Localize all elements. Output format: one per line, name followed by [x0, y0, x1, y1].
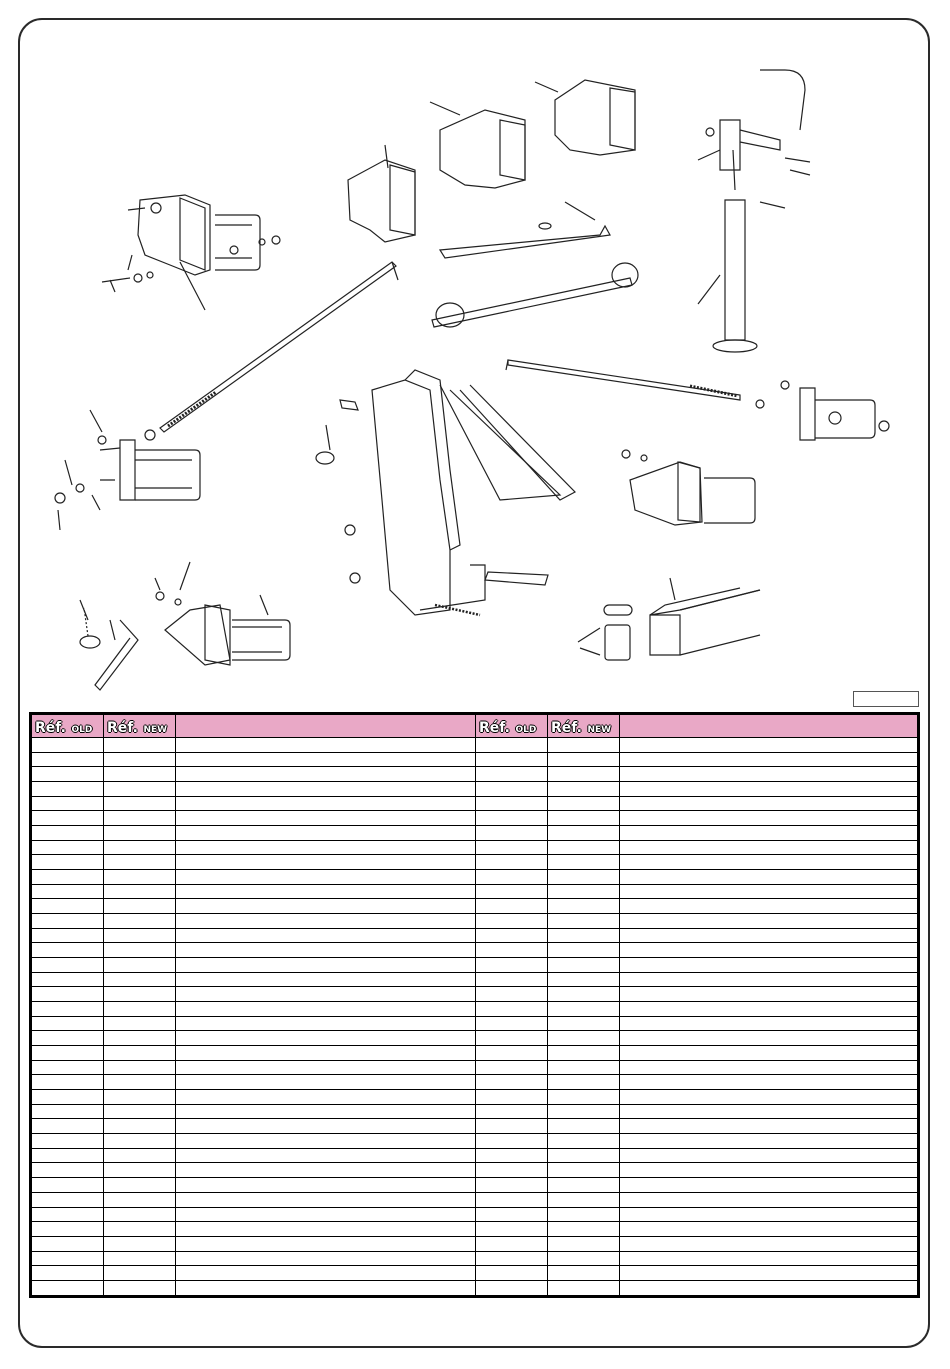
table-cell — [104, 1148, 176, 1163]
table-cell — [32, 1002, 104, 1017]
table-cell — [476, 899, 548, 914]
ubolt-bracket-left — [55, 410, 200, 530]
table-cell — [620, 1090, 918, 1105]
table-cell — [104, 782, 176, 797]
table-cell — [32, 1060, 104, 1075]
table-cell — [32, 855, 104, 870]
table-cell — [620, 1075, 918, 1090]
table-cell — [32, 1266, 104, 1281]
table-cell — [32, 928, 104, 943]
table-cell — [176, 1266, 476, 1281]
table-cell — [176, 1090, 476, 1105]
table-cell — [32, 1148, 104, 1163]
table-cell — [476, 1236, 548, 1251]
table-row — [32, 972, 918, 987]
table-cell — [32, 899, 104, 914]
table-cell — [32, 1075, 104, 1090]
table-cell — [32, 840, 104, 855]
table-cell — [548, 1236, 620, 1251]
table-cell — [548, 811, 620, 826]
table-cell — [548, 1178, 620, 1193]
table-cell — [176, 1163, 476, 1178]
table-row — [32, 1266, 918, 1281]
table-cell — [176, 1134, 476, 1149]
table-row — [32, 1134, 918, 1149]
table-cell — [176, 855, 476, 870]
table-row — [32, 1104, 918, 1119]
table-cell — [548, 972, 620, 987]
table-cell — [176, 1207, 476, 1222]
table-cell — [104, 1075, 176, 1090]
table-cell — [548, 1207, 620, 1222]
table-row — [32, 899, 918, 914]
table-cell — [548, 1148, 620, 1163]
table-cell — [548, 870, 620, 885]
table-cell — [476, 943, 548, 958]
bracket-assembly-bottom-left — [80, 562, 290, 690]
table-cell — [104, 1280, 176, 1295]
table-row — [32, 1119, 918, 1134]
table-cell — [176, 987, 476, 1002]
description-header-2 — [620, 715, 918, 738]
table-cell — [548, 914, 620, 929]
table-cell — [620, 1148, 918, 1163]
table-cell — [548, 767, 620, 782]
table-cell — [32, 1222, 104, 1237]
table-cell — [620, 782, 918, 797]
table-cell — [176, 958, 476, 973]
jack-stand — [698, 70, 810, 352]
table-cell — [476, 972, 548, 987]
table-cell — [620, 1266, 918, 1281]
table-cell — [476, 987, 548, 1002]
table-cell — [104, 914, 176, 929]
table-row — [32, 1002, 918, 1017]
table-cell — [176, 1075, 476, 1090]
table-cell — [476, 1016, 548, 1031]
table-cell — [32, 1251, 104, 1266]
table-cell — [176, 811, 476, 826]
table-cell — [104, 1266, 176, 1281]
table-cell — [32, 1134, 104, 1149]
table-cell — [548, 782, 620, 797]
table-row — [32, 1031, 918, 1046]
table-cell — [620, 1119, 918, 1134]
table-cell — [476, 1075, 548, 1090]
table-cell — [476, 1119, 548, 1134]
table-cell — [548, 738, 620, 753]
table-cell — [476, 1046, 548, 1061]
table-cell — [176, 738, 476, 753]
table-row — [32, 1090, 918, 1105]
table-cell — [476, 1192, 548, 1207]
table-cell — [620, 738, 918, 753]
table-cell — [176, 1251, 476, 1266]
table-cell — [476, 840, 548, 855]
table-cell — [104, 1134, 176, 1149]
ubolt-bracket-right — [756, 381, 889, 440]
table-cell — [176, 1178, 476, 1193]
table-cell — [548, 752, 620, 767]
table-cell — [176, 767, 476, 782]
table-cell — [476, 1222, 548, 1237]
threaded-rod-right — [506, 360, 740, 400]
table-cell — [176, 1002, 476, 1017]
table-cell — [104, 972, 176, 987]
table-cell — [176, 1104, 476, 1119]
table-cell — [476, 752, 548, 767]
table-cell — [548, 884, 620, 899]
table-cell — [620, 811, 918, 826]
ref-old-header-2: Réf. OLD — [476, 715, 548, 738]
table-cell — [104, 1192, 176, 1207]
table-cell — [104, 1104, 176, 1119]
table-cell — [476, 928, 548, 943]
table-cell — [104, 840, 176, 855]
table-cell — [176, 870, 476, 885]
table-cell — [548, 855, 620, 870]
table-cell — [32, 1119, 104, 1134]
table-cell — [476, 796, 548, 811]
table-cell — [176, 796, 476, 811]
main-hitch-frame — [316, 370, 575, 615]
table-row — [32, 943, 918, 958]
table-row — [32, 738, 918, 753]
table-cell — [620, 884, 918, 899]
table-cell — [476, 738, 548, 753]
ref-new-header: Réf. NEW — [104, 715, 176, 738]
table-row — [32, 1251, 918, 1266]
table-cell — [176, 1031, 476, 1046]
table-cell — [548, 1280, 620, 1295]
table-cell — [620, 928, 918, 943]
table-cell — [104, 855, 176, 870]
table-cell — [32, 1207, 104, 1222]
bracket-assembly-center-right — [622, 450, 755, 525]
table-cell — [476, 1266, 548, 1281]
table-cell — [548, 1266, 620, 1281]
table-cell — [620, 899, 918, 914]
table-cell — [104, 1251, 176, 1266]
table-cell — [104, 1046, 176, 1061]
table-cell — [104, 943, 176, 958]
table-cell — [176, 899, 476, 914]
table-cell — [620, 870, 918, 885]
table-cell — [620, 1178, 918, 1193]
table-cell — [104, 987, 176, 1002]
table-cell — [32, 1031, 104, 1046]
table-cell — [548, 826, 620, 841]
table-cell — [176, 1060, 476, 1075]
table-cell — [548, 796, 620, 811]
table-cell — [104, 796, 176, 811]
table-row — [32, 958, 918, 973]
table-row — [32, 782, 918, 797]
table-cell — [548, 1046, 620, 1061]
table-cell — [620, 1280, 918, 1295]
table-cell — [176, 1280, 476, 1295]
table-cell — [548, 1075, 620, 1090]
table-cell — [620, 752, 918, 767]
table-cell — [104, 899, 176, 914]
table-cell — [176, 840, 476, 855]
table-row — [32, 870, 918, 885]
table-cell — [476, 811, 548, 826]
table-cell — [476, 1148, 548, 1163]
table-cell — [620, 1236, 918, 1251]
table-cell — [32, 1046, 104, 1061]
table-cell — [176, 972, 476, 987]
table-cell — [620, 1002, 918, 1017]
table-cell — [104, 958, 176, 973]
table-cell — [104, 1222, 176, 1237]
table-cell — [104, 884, 176, 899]
table-cell — [32, 767, 104, 782]
table-cell — [104, 1178, 176, 1193]
table-cell — [104, 1002, 176, 1017]
table-cell — [32, 752, 104, 767]
table-cell — [620, 943, 918, 958]
table-cell — [548, 1090, 620, 1105]
table-row — [32, 752, 918, 767]
table-cell — [176, 1236, 476, 1251]
table-cell — [548, 1031, 620, 1046]
table-cell — [32, 987, 104, 1002]
table-cell — [104, 1236, 176, 1251]
table-row — [32, 796, 918, 811]
table-cell — [32, 738, 104, 753]
table-cell — [104, 1016, 176, 1031]
table-cell — [476, 767, 548, 782]
table-cell — [104, 738, 176, 753]
table-cell — [620, 1163, 918, 1178]
table-cell — [32, 826, 104, 841]
table-cell — [32, 782, 104, 797]
table-cell — [104, 1163, 176, 1178]
table-cell — [32, 796, 104, 811]
table-cell — [32, 1280, 104, 1295]
table-cell — [548, 840, 620, 855]
table-row — [32, 1060, 918, 1075]
table-cell — [104, 1060, 176, 1075]
table-cell — [548, 958, 620, 973]
table-cell — [476, 1134, 548, 1149]
table-row — [32, 1046, 918, 1061]
table-row — [32, 914, 918, 929]
table-cell — [176, 928, 476, 943]
table-cell — [548, 1119, 620, 1134]
description-header — [176, 715, 476, 738]
table-row — [32, 1207, 918, 1222]
table-cell — [476, 884, 548, 899]
ref-new-header-2: Réf. NEW — [548, 715, 620, 738]
table-cell — [548, 899, 620, 914]
table-cell — [620, 1060, 918, 1075]
table-cell — [32, 914, 104, 929]
table-row — [32, 1075, 918, 1090]
table-cell — [620, 958, 918, 973]
ref-old-header: Réf. OLD — [32, 715, 104, 738]
table-cell — [548, 1016, 620, 1031]
table-row — [32, 840, 918, 855]
table-cell — [476, 826, 548, 841]
table-cell — [32, 811, 104, 826]
table-row — [32, 1016, 918, 1031]
table-row — [32, 855, 918, 870]
table-row — [32, 928, 918, 943]
table-row — [32, 767, 918, 782]
table-cell — [620, 1031, 918, 1046]
table-row — [32, 811, 918, 826]
table-cell — [620, 1134, 918, 1149]
table-cell — [548, 1222, 620, 1237]
table-cell — [32, 1016, 104, 1031]
table-cell — [104, 767, 176, 782]
table-cell — [476, 1104, 548, 1119]
table-row — [32, 1280, 918, 1295]
table-cell — [620, 1046, 918, 1061]
table-cell — [548, 1192, 620, 1207]
table-cell — [104, 1090, 176, 1105]
table-cell — [32, 958, 104, 973]
table-row — [32, 884, 918, 899]
table-cell — [176, 1119, 476, 1134]
table-cell — [548, 1163, 620, 1178]
table-cell — [176, 782, 476, 797]
table-cell — [32, 1236, 104, 1251]
table-cell — [620, 826, 918, 841]
table-cell — [476, 1251, 548, 1266]
table-cell — [176, 884, 476, 899]
table-cell — [476, 782, 548, 797]
table-cell — [620, 1251, 918, 1266]
table-cell — [476, 1002, 548, 1017]
table-cell — [476, 1280, 548, 1295]
table-cell — [548, 943, 620, 958]
table-cell — [548, 928, 620, 943]
table-cell — [548, 1060, 620, 1075]
table-cell — [476, 958, 548, 973]
table-cell — [620, 1016, 918, 1031]
table-cell — [620, 1207, 918, 1222]
table-cell — [176, 914, 476, 929]
table-cell — [176, 1148, 476, 1163]
table-cell — [104, 826, 176, 841]
table-cell — [32, 1192, 104, 1207]
table-cell — [476, 1060, 548, 1075]
table-cell — [104, 811, 176, 826]
table-cell — [548, 1104, 620, 1119]
reference-box — [853, 691, 919, 707]
table-cell — [32, 1163, 104, 1178]
table-cell — [32, 1178, 104, 1193]
table-cell — [104, 870, 176, 885]
table-cell — [176, 826, 476, 841]
table-cell — [32, 1104, 104, 1119]
exploded-parts-drawing — [20, 30, 930, 710]
table-cell — [620, 914, 918, 929]
table-cell — [476, 870, 548, 885]
table-row — [32, 826, 918, 841]
table-cell — [32, 870, 104, 885]
table-cell — [620, 855, 918, 870]
table-cell — [176, 752, 476, 767]
table-cell — [620, 767, 918, 782]
table-row — [32, 1163, 918, 1178]
table-cell — [104, 1119, 176, 1134]
table-cell — [32, 1090, 104, 1105]
table-cell — [476, 1207, 548, 1222]
table-cell — [104, 752, 176, 767]
table-cell — [620, 1104, 918, 1119]
table-cell — [620, 987, 918, 1002]
table-cell — [176, 943, 476, 958]
table-cell — [476, 914, 548, 929]
table-cell — [476, 855, 548, 870]
table-cell — [32, 972, 104, 987]
table-row — [32, 987, 918, 1002]
parts-table-header — [32, 715, 918, 738]
table-cell — [476, 1031, 548, 1046]
table-cell — [620, 796, 918, 811]
table-row — [32, 1178, 918, 1193]
table-cell — [620, 972, 918, 987]
table-cell — [104, 928, 176, 943]
table-cell — [620, 1222, 918, 1237]
table-row — [32, 1148, 918, 1163]
parts-table — [29, 712, 920, 1298]
table-cell — [476, 1090, 548, 1105]
table-cell — [176, 1046, 476, 1061]
table-cell — [104, 1207, 176, 1222]
table-row — [32, 1236, 918, 1251]
table-cell — [32, 943, 104, 958]
table-cell — [548, 1134, 620, 1149]
table-cell — [548, 1251, 620, 1266]
table-row — [32, 1192, 918, 1207]
table-cell — [548, 1002, 620, 1017]
table-cell — [176, 1192, 476, 1207]
table-cell — [32, 884, 104, 899]
table-cell — [620, 1192, 918, 1207]
table-cell — [104, 1031, 176, 1046]
table-cell — [176, 1222, 476, 1237]
threaded-rod-left — [160, 262, 398, 432]
table-cell — [620, 840, 918, 855]
table-cell — [176, 1016, 476, 1031]
table-cell — [476, 1178, 548, 1193]
shaft-assembly — [432, 202, 638, 327]
table-cell — [476, 1163, 548, 1178]
table-cell — [548, 987, 620, 1002]
square-tube-and-pads — [578, 578, 760, 660]
bracket-assembly-top-left — [102, 195, 280, 310]
table-row — [32, 1222, 918, 1237]
